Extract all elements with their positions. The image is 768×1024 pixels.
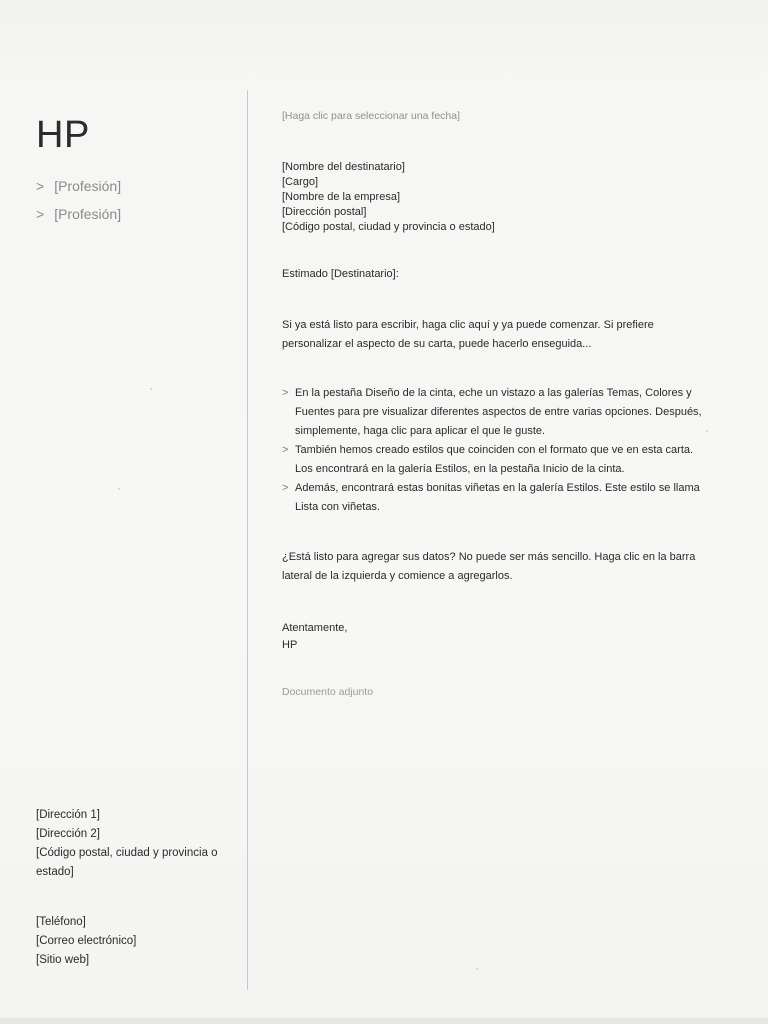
contact-phone: [Teléfono] bbox=[36, 916, 86, 928]
letter-closing-paragraph: ¿Está listo para agregar sus datos? No puede ser más sencillo. Haga clic en la barra lateral de la izquierda y comience a agregarlos. bbox=[282, 551, 696, 582]
address-line: [Dirección 2] bbox=[36, 828, 100, 840]
profession-text: [Profesión] bbox=[54, 178, 122, 194]
recipient-block bbox=[282, 160, 712, 235]
letter-signature: HP bbox=[282, 639, 298, 651]
chevron-right-icon: > bbox=[36, 206, 45, 222]
sidebar-address bbox=[36, 806, 236, 882]
address-line: [Dirección 1] bbox=[36, 809, 100, 821]
list-item bbox=[282, 441, 712, 479]
list-item-text: En la pestaña Diseño de la cinta, eche un vistazo a las galerías Temas, Colores y Fuentes para pre visualizar diferentes aspectos de entre varias opciones. Después, simplemente, haga clic para aplicar el que le guste. bbox=[295, 387, 702, 437]
letter-attachment: Documento adjunto bbox=[282, 686, 374, 698]
recipient-company: [Nombre de la empresa] bbox=[282, 191, 400, 203]
recipient-title: [Cargo] bbox=[282, 176, 319, 188]
letter-intro: Si ya está listo para escribir, haga clic aquí y ya puede comenzar. Si prefiere personalizar el aspecto de su carta, puede hacerlo enseguida... bbox=[282, 319, 654, 350]
scan-speck bbox=[150, 388, 152, 390]
letter-greeting: Estimado [Destinatario]: bbox=[282, 268, 399, 280]
list-item-text: También hemos creado estilos que coinciden con el formato que ve en esta carta. Los encontrará en la galería Estilos, en la pestaña Inicio de la cinta. bbox=[295, 444, 694, 475]
chevron-right-icon: > bbox=[282, 482, 289, 494]
list-item-text: Además, encontrará estas bonitas viñetas en la galería Estilos. Este estilo se llama Lista con viñetas. bbox=[295, 482, 700, 513]
address-line: [Código postal, ciudad y provincia o estado] bbox=[36, 847, 218, 878]
contact-email: [Correo electrónico] bbox=[36, 935, 137, 947]
list-item bbox=[282, 479, 712, 517]
sidebar-name: HP bbox=[36, 114, 90, 156]
profession-text: [Profesión] bbox=[54, 206, 122, 222]
recipient-street: [Dirección postal] bbox=[282, 206, 367, 218]
profession-line bbox=[36, 205, 121, 223]
page-bottom-edge bbox=[0, 1018, 768, 1024]
scan-speck bbox=[118, 488, 120, 490]
column-divider bbox=[247, 90, 248, 990]
profession-line bbox=[36, 177, 121, 195]
bullet-list bbox=[282, 384, 712, 517]
chevron-right-icon: > bbox=[282, 444, 289, 456]
scan-speck bbox=[476, 968, 478, 970]
recipient-postal: [Código postal, ciudad y provincia o estado] bbox=[282, 221, 495, 233]
letter-signoff: Atentamente, bbox=[282, 622, 348, 634]
list-item bbox=[282, 384, 712, 441]
contact-website: [Sitio web] bbox=[36, 954, 90, 966]
sidebar-contact bbox=[36, 913, 236, 970]
letter-signoff-block bbox=[282, 620, 712, 654]
letter-date: [Haga clic para seleccionar una fecha] bbox=[282, 110, 461, 122]
chevron-right-icon: > bbox=[282, 387, 289, 399]
chevron-right-icon: > bbox=[36, 178, 45, 194]
recipient-name: [Nombre del destinatario] bbox=[282, 161, 405, 173]
